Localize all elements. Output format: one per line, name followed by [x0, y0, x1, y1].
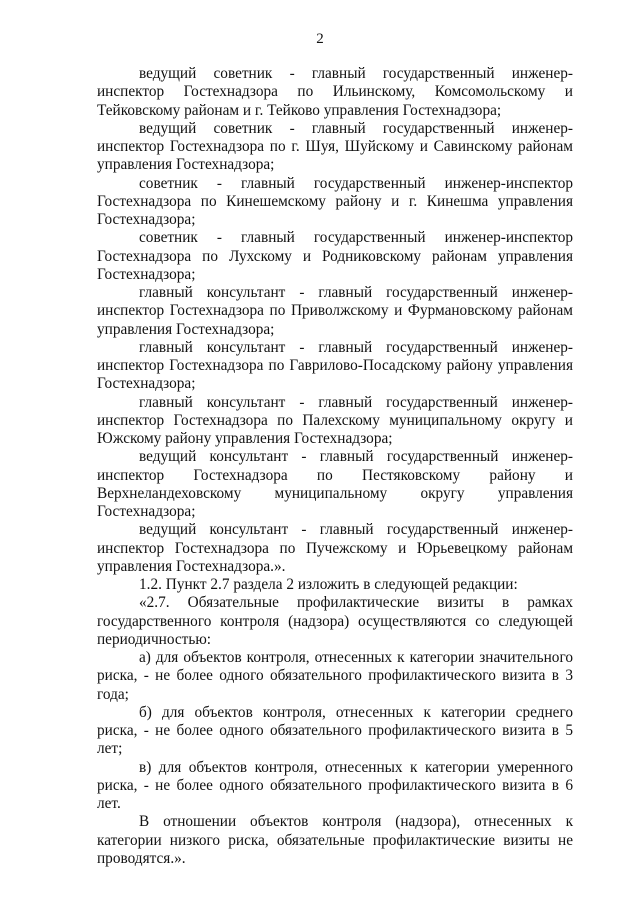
paragraph: «2.7. Обязательные профилактические визиты в рамках государственного контроля (надзора) осуществляются со следующей периодичностью: [97, 594, 573, 648]
paragraph: б) для объектов контроля, отнесенных к категории среднего риска, - не более одного обязательного профилактического визита в 5 лет; [97, 703, 573, 758]
paragraph: ведущий консультант - главный государственный инженер-инспектор Гостехнадзора по Пучежскому и Юрьевецкому районам управления Гостехнадзора.». [97, 521, 573, 575]
paragraph: главный консультант - главный государственный инженер-инспектор Гостехнадзора по Палехскому муниципальному округу и Южскому району управления Гостехнадзора; [97, 393, 573, 447]
paragraph: В отношении объектов контроля (надзора), отнесенных к категории низкого риска, обязательные профилактические визиты не проводятся.». [97, 813, 573, 867]
paragraph: главный консультант - главный государственный инженер-инспектор Гостехнадзора по Приволжскому и Фурмановскому районам управления Гостехнадзора; [97, 284, 573, 338]
paragraph: ведущий консультант - главный государственный инженер-инспектор Гостехнадзора по Пестяковскому району и Верхнеландеховскому муниципальному округу управления Гостехнадзора; [97, 448, 573, 520]
document-body [97, 65, 573, 868]
paragraph: 1.2. Пункт 2.7 раздела 2 изложить в следующей редакции: [139, 576, 518, 593]
paragraph: ведущий советник - главный государственный инженер-инспектор Гостехнадзора по Ильинскому, Комсомольскому и Тейковскому районам и г. Тейково управления Гостехнадзора; [97, 65, 573, 119]
page-number: 2 [316, 31, 324, 47]
paragraph: советник - главный государственный инженер-инспектор Гостехнадзора по Кинешемскому району и г. Кинешма управления Гостехнадзора; [97, 174, 573, 228]
paragraph: главный консультант - главный государственный инженер-инспектор Гостехнадзора по Гаврилово-Посадскому району управления Гостехнадзора; [97, 338, 573, 393]
paragraph: а) для объектов контроля, отнесенных к категории значительного риска, - не более одного обязательного профилактического визита в 3 года; [97, 649, 573, 703]
paragraph: ведущий советник - главный государственный инженер-инспектор Гостехнадзора по г. Шуя, Шуйскому и Савинскому районам управления Гостехнадзора; [97, 119, 573, 174]
paragraph: советник - главный государственный инженер-инспектор Гостехнадзора по Лухскому и Родниковскому районам управления Гостехнадзора; [97, 229, 573, 283]
paragraph: в) для объектов контроля, отнесенных к категории умеренного риска, - не более одного обязательного профилактического визита в 6 лет. [97, 758, 573, 812]
